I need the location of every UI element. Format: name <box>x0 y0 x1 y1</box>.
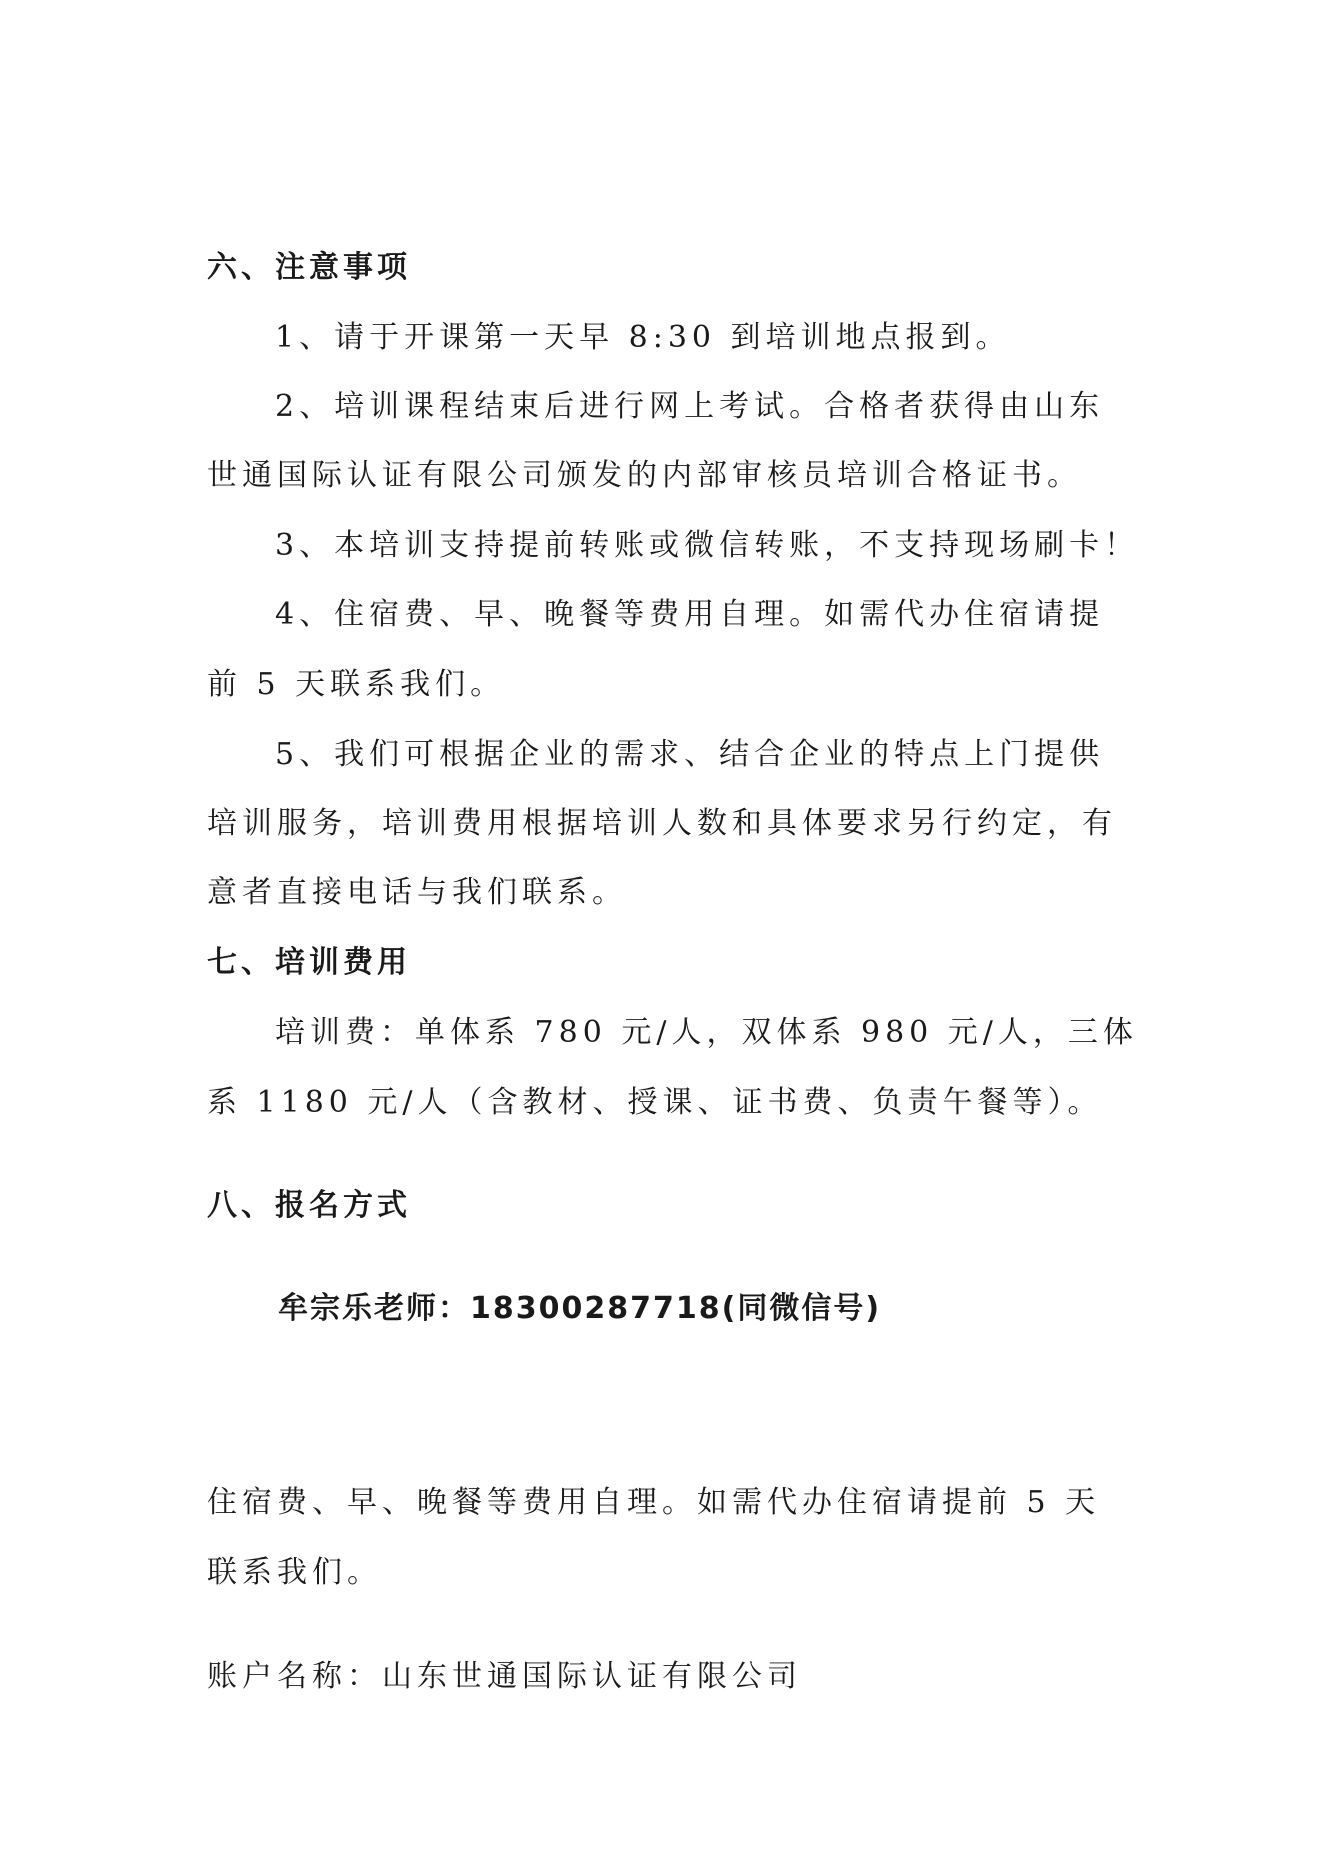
notes-item-5-line-1: 5、我们可根据企业的需求、结合企业的特点上门提供 <box>275 737 1105 772</box>
notes-item-4-line-2: 前 5 天联系我们。 <box>207 667 506 702</box>
section-heading-registration: 八、报名方式 <box>207 1188 411 1223</box>
notes-item-2-line-1: 2、培训课程结束后进行网上考试。合格者获得由山东 <box>275 389 1105 424</box>
notes-item-2-line-2: 世通国际认证有限公司颁发的内部审核员培训合格证书。 <box>207 458 1082 493</box>
notes-item-1: 1、请于开课第一天早 8:30 到培训地点报到。 <box>275 320 1011 355</box>
lodging-note-line-1: 住宿费、早、晚餐等费用自理。如需代办住宿请提前 5 天 <box>207 1485 1101 1520</box>
notes-item-5-line-2: 培训服务，培训费用根据培训人数和具体要求另行约定，有 <box>207 806 1117 841</box>
fees-line-1: 培训费：单体系 780 元/人，双体系 980 元/人，三体 <box>275 1015 1138 1050</box>
lodging-note-line-2: 联系我们。 <box>207 1555 382 1590</box>
section-heading-fees: 七、培训费用 <box>207 945 411 980</box>
fees-line-2: 系 1180 元/人（含教材、授课、证书费、负责午餐等）。 <box>207 1085 1103 1120</box>
section-heading-notes: 六、注意事项 <box>207 250 411 285</box>
account-name: 账户名称：山东世通国际认证有限公司 <box>207 1659 802 1694</box>
notes-item-4-line-1: 4、住宿费、早、晚餐等费用自理。如需代办住宿请提 <box>275 597 1105 632</box>
notes-item-3: 3、本培训支持提前转账或微信转账，不支持现场刷卡！ <box>275 528 1140 563</box>
notes-item-5-line-3: 意者直接电话与我们联系。 <box>207 875 627 910</box>
registration-contact: 牟宗乐老师：18300287718(同微信号) <box>278 1291 882 1326</box>
